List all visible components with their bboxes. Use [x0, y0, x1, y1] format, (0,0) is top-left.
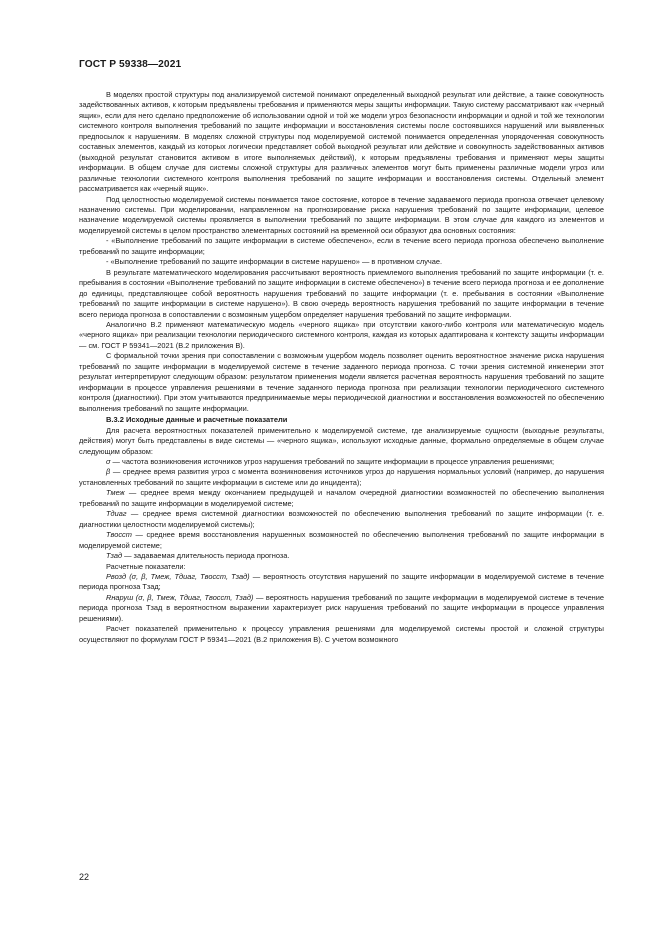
calc-symbol: Pвозд (σ, β, Tмеж, Tдиаг, Tвосст, Tзад)	[106, 571, 250, 581]
page-content	[79, 90, 604, 645]
section-heading: В.3.2 Исходные данные и расчетные показатели	[106, 415, 288, 425]
definition-item	[79, 467, 604, 488]
paragraph: В результате математического моделирования рассчитывают вероятность приемлемого выполнения требований по защите информации (т. е. пребывания в состоянии «Выполнение требований по защите информации в системе обеспечено») в течение всего периода прогноза и ее дополнение до единицы, представляющее собой вероятность нарушения требований по защите информации (т. е. пребывания в состоянии «Выполнение требований по защите информации в системе нарушено»). В свою очередь вероятность нарушения требований по защите информации в течение всего периода прогноза в сопоставлении с возможным ущербом определяет нарушения требований по защите информации.	[79, 267, 604, 319]
definition-text: — частота возникновения источников угроз нарушения требований по защите информации в процессе управления решениями;	[110, 457, 555, 466]
standard-header: ГОСТ Р 59338—2021	[79, 59, 182, 70]
calc-text: — вероятность нарушения требований по защите информации в моделируемой системе в течение периода прогноза Tзад в вероятностном выражении характеризует риск нарушения требований по защите информации в процессе управления решениями).	[79, 592, 604, 623]
definition-symbol: Tвосст	[106, 530, 132, 540]
page-number: 22	[79, 872, 90, 882]
definition-item	[79, 509, 604, 530]
definition-item	[79, 457, 604, 467]
calc-heading: Расчетные показатели:	[106, 561, 186, 571]
definition-item	[79, 488, 604, 509]
paragraph: Расчет показателей применительно к процессу управления решениями для моделируемой системы простой и сложной структуры осуществляют по формулам ГОСТ Р 59341—2021 (В.2 приложения В). С учетом возможного	[79, 624, 604, 644]
calc-item	[79, 572, 604, 593]
list-item: - «Выполнение требований по защите информации в системе нарушено» — в противном случае.	[106, 257, 443, 267]
definition-text: — задаваемая длительность периода прогноза.	[122, 551, 290, 561]
paragraph: В моделях простой структуры под анализируемой системой понимают определенный выходной результат или действие, а также совокупность задействованных активов, к которым предъявлены требования и применяются меры защиты информации. Такую систему рассматривают как «черный ящик», если для него сделано предположение об использовании одной и той же модели угроз безопасности информации и одной и той же технологии системного контроля выполнения требований по защите информации и восстановления системы после состоявшихся нарушений или выявленных предпосылок к нарушениям. В моделях сложной структуры под моделируемой системой понимается определенная упорядоченная совокупность составных элементов, каждый из которых логически представляет собой выходной результат или действие и совокупность задействованных активов (выходной результат становится активом в итоге выполняемых действий), к которым предъявлены требования и применяют меры защиты информации. В общем случае для системы сложной структуры для различных элементов могут быть применены различные модели угроз или различные технологии системного контроля выполнения требований по защите информации и восстановления системы. Отдельный элемент рассматривается как «черный ящик».	[79, 90, 604, 194]
paragraph: С формальной точки зрения при сопоставлении с возможным ущербом модель позволяет оценить вероятностное значение риска нарушения требований по защите информации в моделируемой системе в течение заданного периода прогноза. С точки зрения системной инженерии этот результат интерпретируют следующим образом: результатом применения модели является расчетная вероятность нарушения требований по защите информации в процессе управления решениями в течение заданного периода прогноза при реализации технологии периодического системного контроля (диагностики). При этом учитываются предпринимаемые меры периодической диагностики и восстановления возможностей по обеспечению выполнения требований по защите информации.	[79, 351, 604, 413]
list-item: - «Выполнение требований по защите информации в системе обеспечено», если в течение всего периода прогноза обеспечено выполнение требований по защите информации;	[79, 236, 604, 256]
definition-symbol: Tдиаг	[106, 509, 127, 519]
definition-symbol: Tзад	[106, 551, 123, 561]
paragraph: Для расчета вероятностных показателей применительно к моделируемой системе, где анализируемые сущности (выходные результаты, действия) могут быть представлены в виде системы — «черного ящика», используют исходные данные, формально определяемые в общем случае следующим образом:	[79, 425, 604, 456]
paragraph: Аналогично В.2 применяют математическую модель «черного ящика» при отсутствии какого-либо контроля или математическую модель «черного ящика» при реализации технологии периодического системного контроля, каждая из которых адаптирована к контексту защиты информации — см. ГОСТ Р 59341—2021 (В.2 приложения В).	[79, 319, 604, 350]
definition-item	[79, 551, 604, 561]
definition-symbol: Tмеж	[106, 488, 125, 498]
definition-text: — среднее время системной диагностики возможностей по обеспечению выполнения требований по защите информации (т. е. диагностики целостности моделируемой системы);	[79, 509, 604, 529]
paragraph: Под целостностью моделируемой системы понимается такое состояние, которое в течение задаваемого периода прогноза отвечает целевому назначению системы. При моделировании, направленном на прогнозирование риска нарушения требований по защите информации, целевое назначение моделируемой системы проявляется в выполнении требований по защите информации. В этом случае для каждого из элементов и моделируемой системы в целом пространство элементарных состояний на временной оси образуют два основных состояния:	[79, 194, 604, 235]
calc-text: — вероятность отсутствия нарушений по защите информации в моделируемой системе в течение периода прогноза Tзад;	[79, 571, 604, 592]
definition-text: — среднее время между окончанием предыдущей и началом очередной диагностики возможностей по обеспечению выполнения требований по защите информации в моделируемой системе;	[79, 488, 604, 508]
definition-item	[79, 530, 604, 551]
definition-text: — среднее время восстановления нарушенных возможностей по обеспечению выполнения требований по защите информации в моделируемой системе;	[79, 530, 604, 550]
definition-symbol: σ	[106, 457, 111, 466]
calc-item	[79, 593, 604, 624]
definition-symbol: β	[106, 467, 111, 477]
calc-symbol: Rнаруш (σ, β, Tмеж, Tдиаг, Tвосст, Tзад)	[106, 592, 254, 602]
definition-text: — среднее время развития угроз с момента возникновения источников угроз до нарушения нормальных условий (например, до нарушения установленных требований по защите информации в системе или до инцидента);	[79, 467, 604, 487]
